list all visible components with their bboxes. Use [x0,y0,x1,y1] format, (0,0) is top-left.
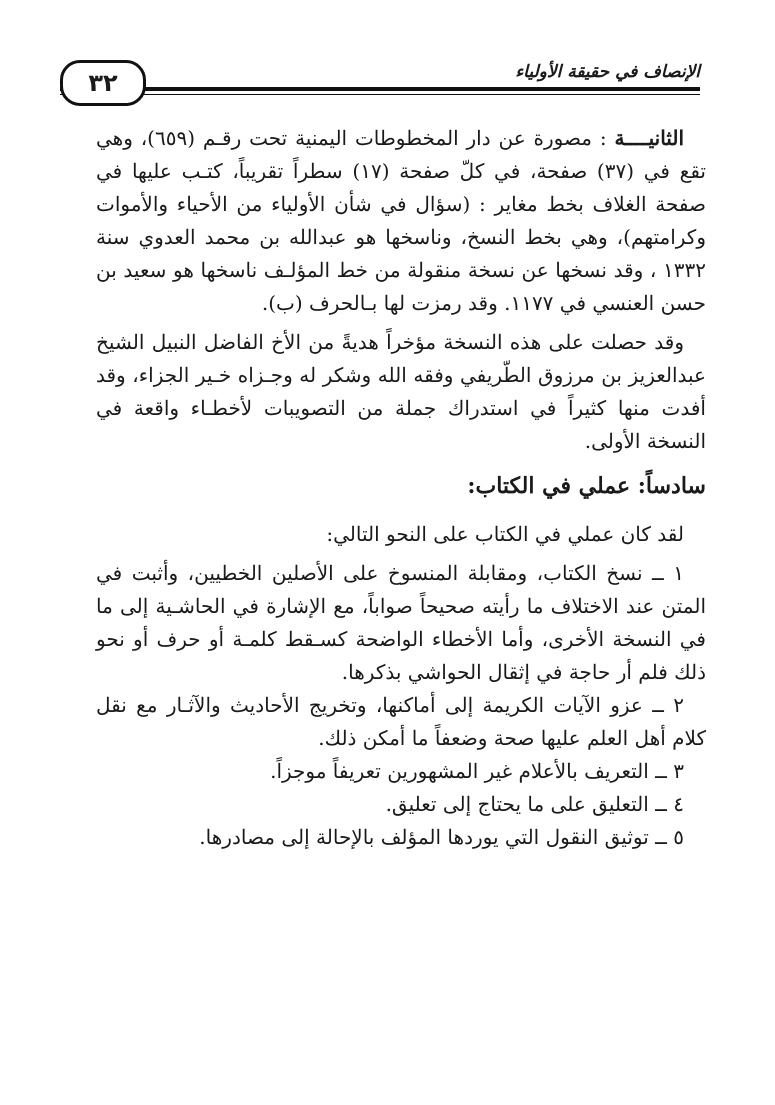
list-item-5: ٥ ــ توثيق النقول التي يوردها المؤلف بالإحالة إلى مصادرها. [199,825,684,849]
list-item-2: ٢ ــ عزو الآيات الكريمة إلى أماكنها، وتخريج الأحاديث والآثـار مع نقل كلام أهل العلم عليها صحة وضعفاً ما أمكن ذلك. [96,693,706,750]
page-header [60,58,700,108]
list-item-4: ٤ ــ التعليق على ما يحتاج إلى تعليق. [385,792,684,816]
page-number: ٣٢ [60,60,146,106]
paragraph-text: : مصورة عن دار المخطوطات اليمنية تحت رقـم (٦٥٩)، وهي تقع في (٣٧) صفحة، في كلّ صفحة (١٧) سطراً تقريباً، كتـب عليها في صفحة الغلاف بخط مغاير : (سؤال في شأن الأولياء من الأحياء والأموات وكرامتهم)، وهي بخط النسخ، وناسخها هو عبدالله بن محمد العدوي سنة ١٣٣٢ ، وقد نسخها عن نسخة منقولة من خط المؤلـف ناسخها هو سعيد بن حسن العنسي في ١١٧٧. وقد رمزت لها بـالحرف (ب). [96,126,707,315]
header-rule-thin [60,94,700,95]
page-body [96,122,706,854]
paragraph-acquisition: وقد حصلت على هذه النسخة مؤخراً هديةً من الأخ الفاضل النبيل الشيخ عبدالعزيز بن مرزوق الطّريفي وفقه الله وشكر له وجـزاه خـير الجزاء، وقد أفدت منها كثيراً في استدراك جملة من التصويبات لأخطـاء واقعة في النسخة الأولى. [96,330,706,453]
paragraph-lead: الثانيــــة [614,126,684,150]
section-heading: سادساً: عملي في الكتاب: [467,473,706,499]
paragraph-copy-two [96,122,706,320]
header-rule [60,87,700,91]
work-intro: لقد كان عملي في الكتاب على النحو التالي: [326,522,684,546]
running-title: الإنصاف في حقيقة الأولياء [507,62,700,82]
list-item-1: ١ ــ نسخ الكتاب، ومقابلة المنسوخ على الأصلين الخطيين، وأثبت في المتن عند الاختلاف ما رأيته صحيحاً صواباً، مع الإشارة في الحاشـية إلى ما في النسخة الأخرى، وأما الأخطاء الواضحة كسـقط كلمـة أو حرف أو نحو ذلك فلم أر حاجة في إثقال الحواشي بذكرها. [96,561,706,684]
list-item-3: ٣ ــ التعريف بالأعلام غير المشهورين تعريفاً موجزاً. [270,759,684,783]
